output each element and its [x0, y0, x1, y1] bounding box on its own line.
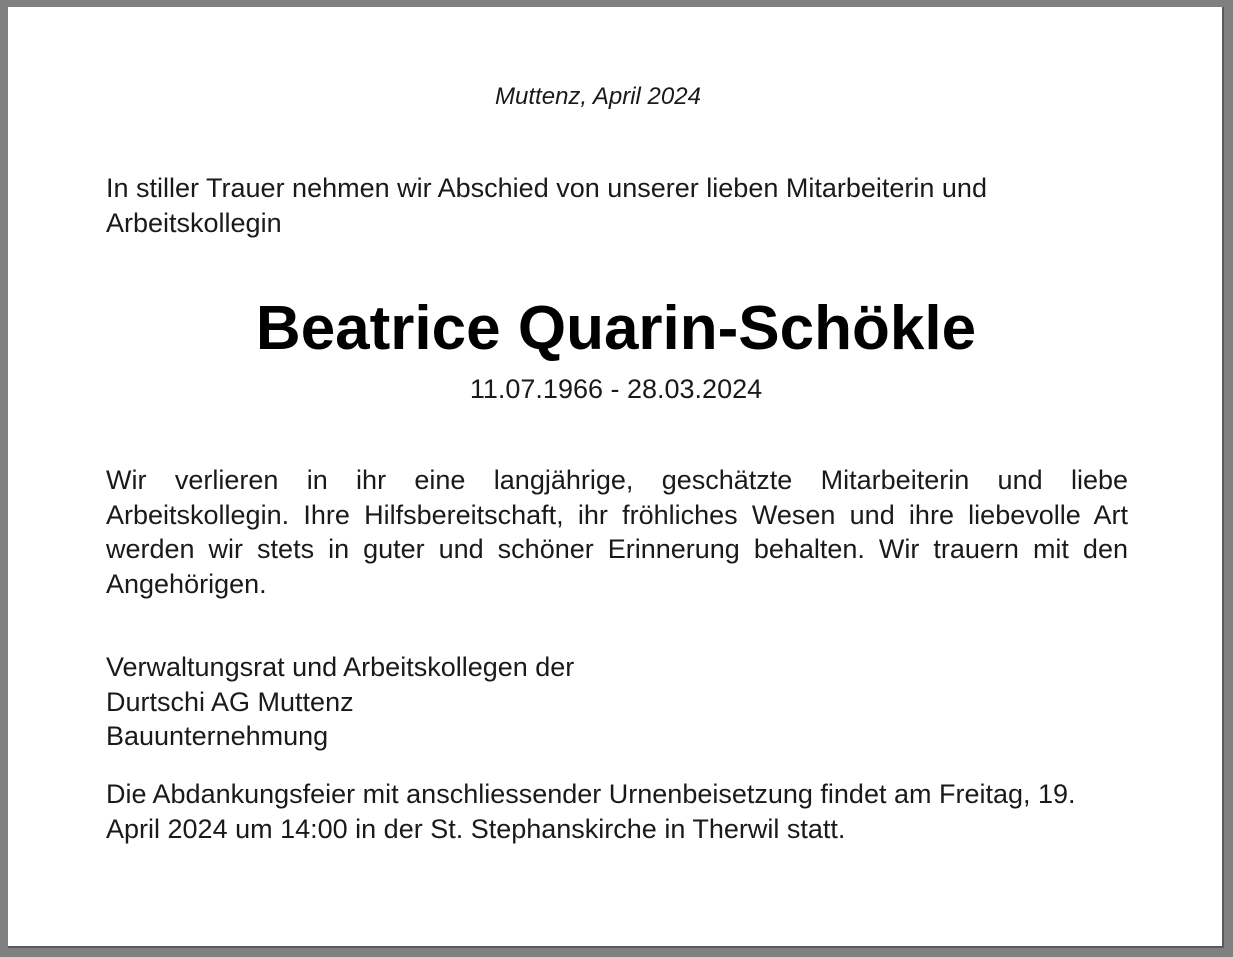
deceased-name: Beatrice Quarin-Schökle [255, 294, 977, 363]
signature-department: Bauunternehmung [106, 721, 329, 751]
signature-line: Verwaltungsrat und Arbeitskollegen der [106, 652, 575, 682]
tribute-text: Wir verlieren in ihr eine langjährige, geschätzte Mitarbeiterin und liebe Arbeitskollegin. Ihre Hilfsbereitschaft, ihr fröhliches Wesen und ihre liebevolle Art werden wir stets in guter und schöner Erinnerung behalten. Wir trauern mit den Angehörigen. [106, 465, 1128, 599]
ceremony-info: Die Abdankungsfeier mit anschliessender Urnenbeisetzung findet am Freitag, 19. April 2024 um 14:00 in der St. Stephanskirche in Therwil statt. [106, 779, 1076, 844]
signature-block [106, 650, 1128, 754]
signature-company: Durtschi AG Muttenz [106, 686, 354, 717]
life-dates: 11.07.1966 - 28.03.2024 [469, 374, 763, 404]
intro-text: In stiller Trauer nehmen wir Abschied von unserer lieben Mitarbeiterin und Arbeitskollegin [106, 173, 987, 238]
obituary-page [8, 7, 1224, 948]
place-date: Muttenz, April 2024 [495, 83, 701, 110]
